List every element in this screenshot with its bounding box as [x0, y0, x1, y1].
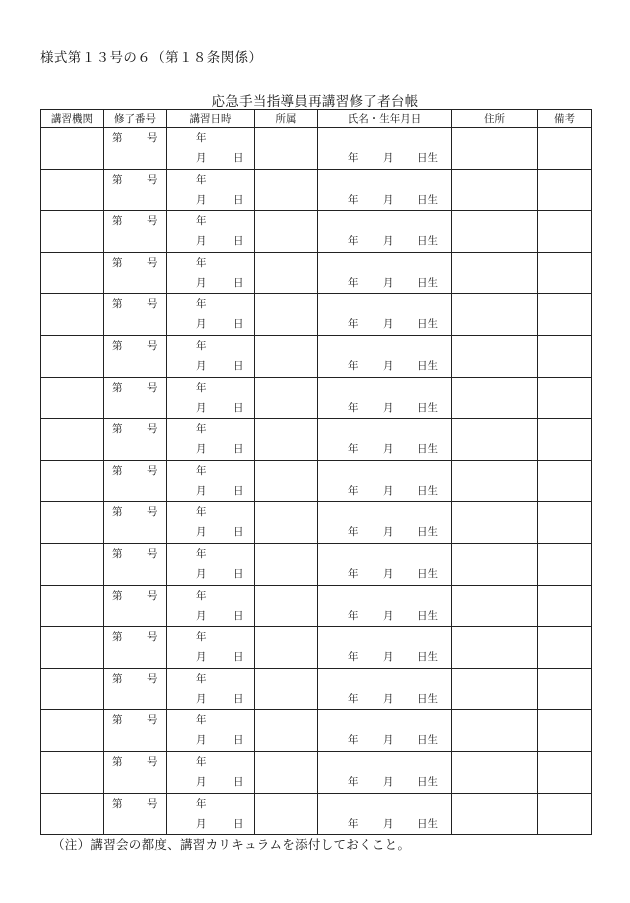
cert-go-label: 号 [147, 381, 158, 394]
certificate-number-cell[interactable] [104, 419, 167, 461]
table-row [41, 169, 592, 211]
date-day-label: 日 [233, 443, 244, 456]
remarks-cell[interactable] [538, 751, 592, 793]
certificate-number-cell[interactable] [104, 169, 167, 211]
training-institution-cell[interactable] [41, 585, 104, 627]
birth-day-label: 日生 [417, 567, 438, 580]
name-birthdate-cell[interactable] [318, 419, 452, 461]
cert-dai-label: 第 [112, 381, 123, 394]
date-day-label: 日 [233, 734, 244, 747]
ledger-body [41, 128, 592, 835]
birth-year-label: 年 [348, 443, 359, 456]
header-affiliation: 所属 [255, 110, 318, 128]
affiliation-cell[interactable] [255, 710, 318, 752]
certificate-number-cell[interactable] [104, 128, 167, 170]
name-birthdate-cell[interactable] [318, 377, 452, 419]
name-birthdate-cell[interactable] [318, 128, 452, 170]
affiliation-cell[interactable] [255, 751, 318, 793]
affiliation-cell[interactable] [255, 793, 318, 835]
cert-go-label: 号 [147, 173, 158, 186]
name-birthdate-cell[interactable] [318, 460, 452, 502]
remarks-cell[interactable] [538, 169, 592, 211]
address-cell[interactable] [452, 294, 538, 336]
training-institution-cell[interactable] [41, 543, 104, 585]
training-institution-cell[interactable] [41, 751, 104, 793]
date-year-label: 年 [196, 423, 207, 436]
page-title: 応急手当指導員再講習修了者台帳 [211, 94, 419, 110]
birth-month-label: 月 [383, 692, 394, 705]
affiliation-cell[interactable] [255, 460, 318, 502]
date-day-label: 日 [233, 318, 244, 331]
training-date-cell[interactable] [167, 377, 255, 419]
cert-go-label: 号 [147, 506, 158, 519]
remarks-cell[interactable] [538, 502, 592, 544]
birth-month-label: 月 [383, 276, 394, 289]
cert-go-label: 号 [147, 714, 158, 727]
birth-month-label: 月 [383, 235, 394, 248]
certificate-number-cell[interactable] [104, 502, 167, 544]
birth-month-label: 月 [383, 484, 394, 497]
date-month-label: 月 [196, 484, 207, 497]
cert-dai-label: 第 [112, 298, 123, 311]
birth-year-label: 年 [348, 152, 359, 164]
affiliation-cell[interactable] [255, 585, 318, 627]
training-date-cell[interactable] [167, 668, 255, 710]
address-cell[interactable] [452, 585, 538, 627]
birth-day-label: 日生 [417, 692, 438, 705]
birth-year-label: 年 [348, 526, 359, 539]
date-day-label: 日 [233, 152, 244, 164]
remarks-cell[interactable] [538, 294, 592, 336]
training-institution-cell[interactable] [41, 252, 104, 294]
remarks-cell[interactable] [538, 419, 592, 461]
name-birthdate-cell[interactable] [318, 668, 452, 710]
birth-day-label: 日生 [417, 484, 438, 497]
certificate-number-cell[interactable] [104, 668, 167, 710]
table-row [41, 793, 592, 835]
birth-month-label: 月 [383, 817, 394, 830]
table-row [41, 585, 592, 627]
cert-dai-label: 第 [112, 797, 123, 810]
cert-dai-label: 第 [112, 547, 123, 560]
training-institution-cell[interactable] [41, 377, 104, 419]
name-birthdate-cell[interactable] [318, 543, 452, 585]
address-cell[interactable] [452, 627, 538, 669]
training-institution-cell[interactable] [41, 710, 104, 752]
affiliation-cell[interactable] [255, 335, 318, 377]
training-date-cell[interactable] [167, 294, 255, 336]
affiliation-cell[interactable] [255, 294, 318, 336]
birth-day-label: 日生 [417, 609, 438, 622]
address-cell[interactable] [452, 128, 538, 170]
affiliation-cell[interactable] [255, 128, 318, 170]
birth-year-label: 年 [348, 567, 359, 580]
date-month-label: 月 [196, 651, 207, 664]
name-birthdate-cell[interactable] [318, 335, 452, 377]
certificate-number-cell[interactable] [104, 377, 167, 419]
table-row [41, 543, 592, 585]
header-certificate-number: 修了番号 [104, 110, 167, 128]
table-row [41, 668, 592, 710]
name-birthdate-cell[interactable] [318, 793, 452, 835]
training-institution-cell[interactable] [41, 793, 104, 835]
remarks-cell[interactable] [538, 460, 592, 502]
birth-year-label: 年 [348, 276, 359, 289]
date-year-label: 年 [196, 173, 207, 186]
certificate-number-cell[interactable] [104, 751, 167, 793]
certificate-number-cell[interactable] [104, 460, 167, 502]
birth-month-label: 月 [383, 193, 394, 206]
date-day-label: 日 [233, 817, 244, 830]
birth-month-label: 月 [383, 318, 394, 331]
table-row [41, 627, 592, 669]
date-month-label: 月 [196, 318, 207, 331]
form-number: 様式第１３号の６（第１８条関係） [40, 50, 263, 66]
training-institution-cell[interactable] [41, 335, 104, 377]
footnote: （注）講習会の都度、講習カリキュラムを添付しておくこと。 [52, 837, 411, 852]
address-cell[interactable] [452, 252, 538, 294]
date-year-label: 年 [196, 714, 207, 727]
table-row [41, 710, 592, 752]
birth-month-label: 月 [383, 359, 394, 372]
certificate-number-cell[interactable] [104, 294, 167, 336]
cert-go-label: 号 [147, 547, 158, 560]
cert-dai-label: 第 [112, 256, 123, 269]
address-cell[interactable] [452, 543, 538, 585]
cert-go-label: 号 [147, 215, 158, 228]
name-birthdate-cell[interactable] [318, 751, 452, 793]
birth-year-label: 年 [348, 651, 359, 664]
birth-year-label: 年 [348, 692, 359, 705]
training-date-cell[interactable] [167, 128, 255, 170]
date-month-label: 月 [196, 401, 207, 414]
birth-day-label: 日生 [417, 443, 438, 456]
birth-month-label: 月 [383, 609, 394, 622]
certificate-number-cell[interactable] [104, 627, 167, 669]
date-day-label: 日 [233, 609, 244, 622]
birth-year-label: 年 [348, 734, 359, 747]
address-cell[interactable] [452, 668, 538, 710]
birth-month-label: 月 [383, 651, 394, 664]
affiliation-cell[interactable] [255, 377, 318, 419]
birth-day-label: 日生 [417, 775, 438, 788]
training-institution-cell[interactable] [41, 627, 104, 669]
table-row [41, 335, 592, 377]
cert-go-label: 号 [147, 755, 158, 768]
affiliation-cell[interactable] [255, 252, 318, 294]
certificate-number-cell[interactable] [104, 252, 167, 294]
date-month-label: 月 [196, 775, 207, 788]
remarks-cell[interactable] [538, 128, 592, 170]
birth-day-label: 日生 [417, 276, 438, 289]
cert-dai-label: 第 [112, 423, 123, 436]
address-cell[interactable] [452, 419, 538, 461]
certificate-number-cell[interactable] [104, 543, 167, 585]
birth-month-label: 月 [383, 526, 394, 539]
training-institution-cell[interactable] [41, 128, 104, 170]
date-day-label: 日 [233, 775, 244, 788]
cert-dai-label: 第 [112, 339, 123, 352]
table-row [41, 128, 592, 170]
birth-day-label: 日生 [417, 359, 438, 372]
training-institution-cell[interactable] [41, 460, 104, 502]
affiliation-cell[interactable] [255, 502, 318, 544]
cert-go-label: 号 [147, 256, 158, 269]
training-date-cell[interactable] [167, 751, 255, 793]
birth-day-label: 日生 [417, 817, 438, 830]
birth-month-label: 月 [383, 567, 394, 580]
training-date-cell[interactable] [167, 502, 255, 544]
remarks-cell[interactable] [538, 585, 592, 627]
cert-go-label: 号 [147, 797, 158, 810]
cert-go-label: 号 [147, 464, 158, 477]
date-year-label: 年 [196, 256, 207, 269]
date-year-label: 年 [196, 132, 207, 144]
date-year-label: 年 [196, 339, 207, 352]
date-year-label: 年 [196, 589, 207, 602]
birth-day-label: 日生 [417, 526, 438, 539]
table-header-row [41, 110, 592, 128]
birth-day-label: 日生 [417, 734, 438, 747]
date-year-label: 年 [196, 547, 207, 560]
remarks-cell[interactable] [538, 668, 592, 710]
affiliation-cell[interactable] [255, 169, 318, 211]
affiliation-cell[interactable] [255, 543, 318, 585]
date-year-label: 年 [196, 631, 207, 644]
affiliation-cell[interactable] [255, 211, 318, 253]
birth-year-label: 年 [348, 817, 359, 830]
birth-month-label: 月 [383, 152, 394, 164]
birth-day-label: 日生 [417, 651, 438, 664]
birth-month-label: 月 [383, 443, 394, 456]
cert-dai-label: 第 [112, 631, 123, 644]
date-month-label: 月 [196, 193, 207, 206]
table-row [41, 419, 592, 461]
date-month-label: 月 [196, 276, 207, 289]
date-day-label: 日 [233, 235, 244, 248]
address-cell[interactable] [452, 710, 538, 752]
cert-go-label: 号 [147, 339, 158, 352]
remarks-cell[interactable] [538, 710, 592, 752]
birth-year-label: 年 [348, 609, 359, 622]
address-cell[interactable] [452, 502, 538, 544]
date-month-label: 月 [196, 567, 207, 580]
certificate-number-cell[interactable] [104, 335, 167, 377]
training-date-cell[interactable] [167, 627, 255, 669]
training-institution-cell[interactable] [41, 169, 104, 211]
cert-go-label: 号 [147, 423, 158, 436]
certificate-number-cell[interactable] [104, 793, 167, 835]
date-month-label: 月 [196, 152, 207, 164]
date-year-label: 年 [196, 672, 207, 685]
cert-dai-label: 第 [112, 755, 123, 768]
header-training-institution: 講習機関 [41, 110, 104, 128]
birth-day-label: 日生 [417, 318, 438, 331]
name-birthdate-cell[interactable] [318, 294, 452, 336]
cert-go-label: 号 [147, 132, 158, 144]
header-address: 住所 [452, 110, 538, 128]
training-date-cell[interactable] [167, 543, 255, 585]
cert-dai-label: 第 [112, 672, 123, 685]
cert-go-label: 号 [147, 589, 158, 602]
name-birthdate-cell[interactable] [318, 710, 452, 752]
training-date-cell[interactable] [167, 419, 255, 461]
header-training-date: 講習日時 [167, 110, 255, 128]
training-institution-cell[interactable] [41, 211, 104, 253]
cert-dai-label: 第 [112, 506, 123, 519]
date-month-label: 月 [196, 734, 207, 747]
table-row [41, 502, 592, 544]
birth-year-label: 年 [348, 318, 359, 331]
date-month-label: 月 [196, 235, 207, 248]
address-cell[interactable] [452, 793, 538, 835]
training-date-cell[interactable] [167, 335, 255, 377]
remarks-cell[interactable] [538, 377, 592, 419]
date-year-label: 年 [196, 506, 207, 519]
birth-day-label: 日生 [417, 401, 438, 414]
remarks-cell[interactable] [538, 627, 592, 669]
birth-month-label: 月 [383, 401, 394, 414]
birth-month-label: 月 [383, 775, 394, 788]
cert-dai-label: 第 [112, 714, 123, 727]
cert-dai-label: 第 [112, 132, 123, 144]
remarks-cell[interactable] [538, 543, 592, 585]
date-day-label: 日 [233, 276, 244, 289]
date-day-label: 日 [233, 401, 244, 414]
address-cell[interactable] [452, 460, 538, 502]
certificate-number-cell[interactable] [104, 211, 167, 253]
name-birthdate-cell[interactable] [318, 502, 452, 544]
date-month-label: 月 [196, 692, 207, 705]
training-date-cell[interactable] [167, 252, 255, 294]
date-day-label: 日 [233, 484, 244, 497]
name-birthdate-cell[interactable] [318, 211, 452, 253]
affiliation-cell[interactable] [255, 419, 318, 461]
training-institution-cell[interactable] [41, 502, 104, 544]
date-month-label: 月 [196, 817, 207, 830]
remarks-cell[interactable] [538, 793, 592, 835]
birth-day-label: 日生 [417, 235, 438, 248]
name-birthdate-cell[interactable] [318, 627, 452, 669]
header-remarks: 備考 [538, 110, 592, 128]
address-cell[interactable] [452, 751, 538, 793]
date-year-label: 年 [196, 464, 207, 477]
address-cell[interactable] [452, 211, 538, 253]
name-birthdate-cell[interactable] [318, 169, 452, 211]
cert-go-label: 号 [147, 631, 158, 644]
name-birthdate-cell[interactable] [318, 252, 452, 294]
cert-dai-label: 第 [112, 215, 123, 228]
birth-year-label: 年 [348, 193, 359, 206]
date-day-label: 日 [233, 193, 244, 206]
ledger-table [40, 109, 592, 835]
date-year-label: 年 [196, 797, 207, 810]
training-date-cell[interactable] [167, 793, 255, 835]
date-day-label: 日 [233, 651, 244, 664]
date-month-label: 月 [196, 443, 207, 456]
cert-dai-label: 第 [112, 464, 123, 477]
header-name-birthdate: 氏名・生年月日 [318, 110, 452, 128]
name-birthdate-cell[interactable] [318, 585, 452, 627]
birth-day-label: 日生 [417, 193, 438, 206]
affiliation-cell[interactable] [255, 627, 318, 669]
table-row [41, 377, 592, 419]
table-row [41, 460, 592, 502]
affiliation-cell[interactable] [255, 668, 318, 710]
training-date-cell[interactable] [167, 211, 255, 253]
certificate-number-cell[interactable] [104, 710, 167, 752]
training-institution-cell[interactable] [41, 294, 104, 336]
training-date-cell[interactable] [167, 169, 255, 211]
date-day-label: 日 [233, 526, 244, 539]
date-year-label: 年 [196, 755, 207, 768]
date-day-label: 日 [233, 359, 244, 372]
date-day-label: 日 [233, 567, 244, 580]
date-year-label: 年 [196, 215, 207, 228]
address-cell[interactable] [452, 377, 538, 419]
table-row [41, 294, 592, 336]
date-year-label: 年 [196, 381, 207, 394]
training-institution-cell[interactable] [41, 419, 104, 461]
cert-go-label: 号 [147, 672, 158, 685]
certificate-number-cell[interactable] [104, 585, 167, 627]
date-month-label: 月 [196, 609, 207, 622]
date-month-label: 月 [196, 359, 207, 372]
date-day-label: 日 [233, 692, 244, 705]
training-institution-cell[interactable] [41, 668, 104, 710]
birth-month-label: 月 [383, 734, 394, 747]
remarks-cell[interactable] [538, 335, 592, 377]
address-cell[interactable] [452, 335, 538, 377]
cert-dai-label: 第 [112, 173, 123, 186]
birth-year-label: 年 [348, 484, 359, 497]
training-date-cell[interactable] [167, 585, 255, 627]
birth-day-label: 日生 [417, 152, 438, 164]
date-month-label: 月 [196, 526, 207, 539]
date-year-label: 年 [196, 298, 207, 311]
cert-go-label: 号 [147, 298, 158, 311]
table-row [41, 211, 592, 253]
birth-year-label: 年 [348, 775, 359, 788]
table-row [41, 252, 592, 294]
birth-year-label: 年 [348, 401, 359, 414]
training-date-cell[interactable] [167, 710, 255, 752]
cert-dai-label: 第 [112, 589, 123, 602]
table-row [41, 751, 592, 793]
remarks-cell[interactable] [538, 252, 592, 294]
training-date-cell[interactable] [167, 460, 255, 502]
birth-year-label: 年 [348, 235, 359, 248]
address-cell[interactable] [452, 169, 538, 211]
birth-year-label: 年 [348, 359, 359, 372]
remarks-cell[interactable] [538, 211, 592, 253]
